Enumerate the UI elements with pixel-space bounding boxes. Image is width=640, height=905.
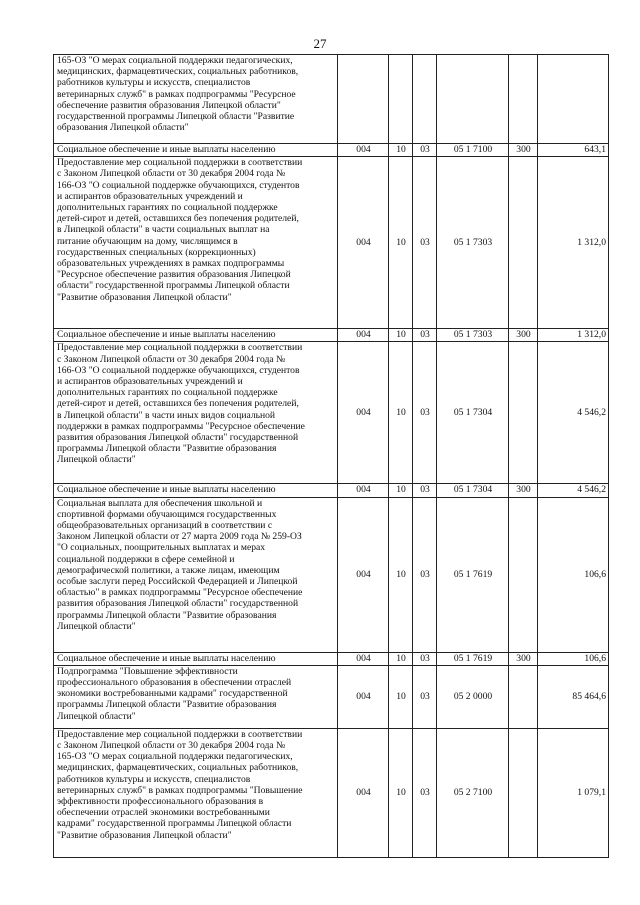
row-description: Предоставление мер социальной поддержки в соответствии с Законом Липецкой области от 30 декабря 2004 года № 165-ОЗ "О мерах социальной поддержки педагогических, медицинских, фармацевтических, социальных работников, работников культуры и искусств, специалистов ветеринарных служб" в рамках подпрограммы "Повышение эффективности профессионального образования в обеспечении отраслей экономики востребованными кадрами" государственной программы Липецкой области "Развитие образования Липецкой области" — [54, 728, 338, 857]
section-cell: 10 — [389, 728, 413, 857]
row-description: Предоставление мер социальной поддержки в соответствии с Законом Липецкой области от 30 декабря 2004 года № 166-ОЗ "О социальной поддержке обучающихся, студентов и аспирантов образовательных учреждений и дополнительных гарантиях по социальной поддержке детей-сирот и детей, оставшихся без попечения родителей, в Липецкой области" в части социальных выплат на питание обучающим на дому, числящимся в государственных специальных (коррекционных) образовательных учреждениях в рамках подпрограммы "Ресурсное обеспечение развития образования Липецкой области" государственной программы Липецкой области "Развитие образования Липецкой области" — [54, 157, 338, 329]
section-cell: 10 — [389, 157, 413, 329]
subsection-cell: 03 — [413, 484, 437, 497]
section-cell: 10 — [389, 497, 413, 652]
section-cell: 10 — [389, 329, 413, 342]
expense-type-cell — [509, 497, 538, 652]
table-row — [54, 728, 609, 857]
subsection-cell: 03 — [413, 665, 437, 728]
row-description: 165-ОЗ "О мерах социальной поддержки педагогических, медицинских, фармацевтических, социальных работников, работников культуры и искусств, специалистов ветеринарных служб" в рамках подпрограммы "Ресурсное обеспечение развития образования Липецкой области" государственной программы Липецкой области "Развитие образования Липецкой области" — [54, 55, 338, 144]
expense-type-cell — [509, 55, 538, 144]
expense-type-cell — [509, 665, 538, 728]
table-row — [54, 342, 609, 484]
target-article-cell: 05 1 7303 — [437, 157, 509, 329]
subsection-cell: 03 — [413, 157, 437, 329]
target-article-cell — [437, 55, 509, 144]
admin-code-cell: 004 — [338, 665, 389, 728]
target-article-cell: 05 2 0000 — [437, 665, 509, 728]
section-cell: 10 — [389, 144, 413, 157]
target-article-cell: 05 1 7304 — [437, 484, 509, 497]
row-description: Социальная выплата для обеспечения школьной и спортивной формами обучающимся государственных общеобразовательных организаций в соответствии с Законом Липецкой области от 27 марта 2009 года № 259-ОЗ "О социальных, поощрительных выплатах и мерах социальной поддержки в сфере семейной и демографической политики, а также лицам, имеющим особые заслуги перед Российской Федерацией и Липецкой областью" в рамках подпрограммы "Ресурсное обеспечение развития образования Липецкой области" государственной программы Липецкой области "Развитие образования Липецкой области" — [54, 497, 338, 652]
expense-type-cell — [509, 728, 538, 857]
row-description: Подпрограмма "Повышение эффективности профессионального образования в обеспечении отраслей экономики востребованными кадрами" государственной программы Липецкой области "Развитие образования Липецкой области" — [54, 665, 338, 728]
amount-cell: 85 464,6 — [538, 665, 609, 728]
subsection-cell: 03 — [413, 652, 437, 665]
row-description: Предоставление мер социальной поддержки в соответствии с Законом Липецкой области от 30 декабря 2004 года № 166-ОЗ "О социальной поддержке обучающихся, студентов и аспирантов образовательных учреждений и дополнительных гарантиях по социальной поддержке детей-сирот и детей, оставшихся без попечения родителей, в Липецкой области" в части иных видов социальной поддержки в рамках подпрограммы "Ресурсное обеспечение развития образования Липецкой области" государственной программы Липецкой области "Развитие образования Липецкой области" — [54, 342, 338, 484]
amount-cell — [538, 55, 609, 144]
admin-code-cell: 004 — [338, 652, 389, 665]
row-description: Социальное обеспечение и иные выплаты населению — [54, 652, 338, 665]
table-row — [54, 144, 609, 157]
table-row — [54, 55, 609, 144]
expense-type-cell: 300 — [509, 652, 538, 665]
admin-code-cell: 004 — [338, 157, 389, 329]
admin-code-cell: 004 — [338, 329, 389, 342]
table-row — [54, 652, 609, 665]
amount-cell: 1 312,0 — [538, 157, 609, 329]
subsection-cell: 03 — [413, 144, 437, 157]
table-row — [54, 484, 609, 497]
amount-cell: 4 546,2 — [538, 342, 609, 484]
admin-code-cell: 004 — [338, 497, 389, 652]
expense-type-cell — [509, 342, 538, 484]
expense-type-cell: 300 — [509, 144, 538, 157]
table-row — [54, 497, 609, 652]
amount-cell: 1 079,1 — [538, 728, 609, 857]
amount-cell: 106,6 — [538, 652, 609, 665]
subsection-cell: 03 — [413, 329, 437, 342]
row-description: Социальное обеспечение и иные выплаты населению — [54, 329, 338, 342]
budget-table — [53, 54, 609, 858]
target-article-cell: 05 1 7100 — [437, 144, 509, 157]
amount-cell: 643,1 — [538, 144, 609, 157]
expense-type-cell: 300 — [509, 329, 538, 342]
target-article-cell: 05 1 7303 — [437, 329, 509, 342]
table-body — [54, 55, 609, 858]
target-article-cell: 05 2 7100 — [437, 728, 509, 857]
subsection-cell: 03 — [413, 497, 437, 652]
section-cell — [389, 55, 413, 144]
admin-code-cell: 004 — [338, 144, 389, 157]
target-article-cell: 05 1 7619 — [437, 497, 509, 652]
subsection-cell: 03 — [413, 342, 437, 484]
admin-code-cell: 004 — [338, 484, 389, 497]
subsection-cell — [413, 55, 437, 144]
target-article-cell: 05 1 7304 — [437, 342, 509, 484]
section-cell: 10 — [389, 484, 413, 497]
amount-cell: 1 312,0 — [538, 329, 609, 342]
table-row — [54, 329, 609, 342]
amount-cell: 4 546,2 — [538, 484, 609, 497]
expense-type-cell: 300 — [509, 484, 538, 497]
admin-code-cell — [338, 55, 389, 144]
target-article-cell: 05 1 7619 — [437, 652, 509, 665]
section-cell: 10 — [389, 665, 413, 728]
section-cell: 10 — [389, 342, 413, 484]
section-cell: 10 — [389, 652, 413, 665]
admin-code-cell: 004 — [338, 728, 389, 857]
table-row — [54, 665, 609, 728]
page-number: 27 — [313, 36, 327, 51]
table-row — [54, 157, 609, 329]
row-description: Социальное обеспечение и иные выплаты населению — [54, 484, 338, 497]
admin-code-cell: 004 — [338, 342, 389, 484]
subsection-cell: 03 — [413, 728, 437, 857]
amount-cell: 106,6 — [538, 497, 609, 652]
row-description: Социальное обеспечение и иные выплаты населению — [54, 144, 338, 157]
expense-type-cell — [509, 157, 538, 329]
